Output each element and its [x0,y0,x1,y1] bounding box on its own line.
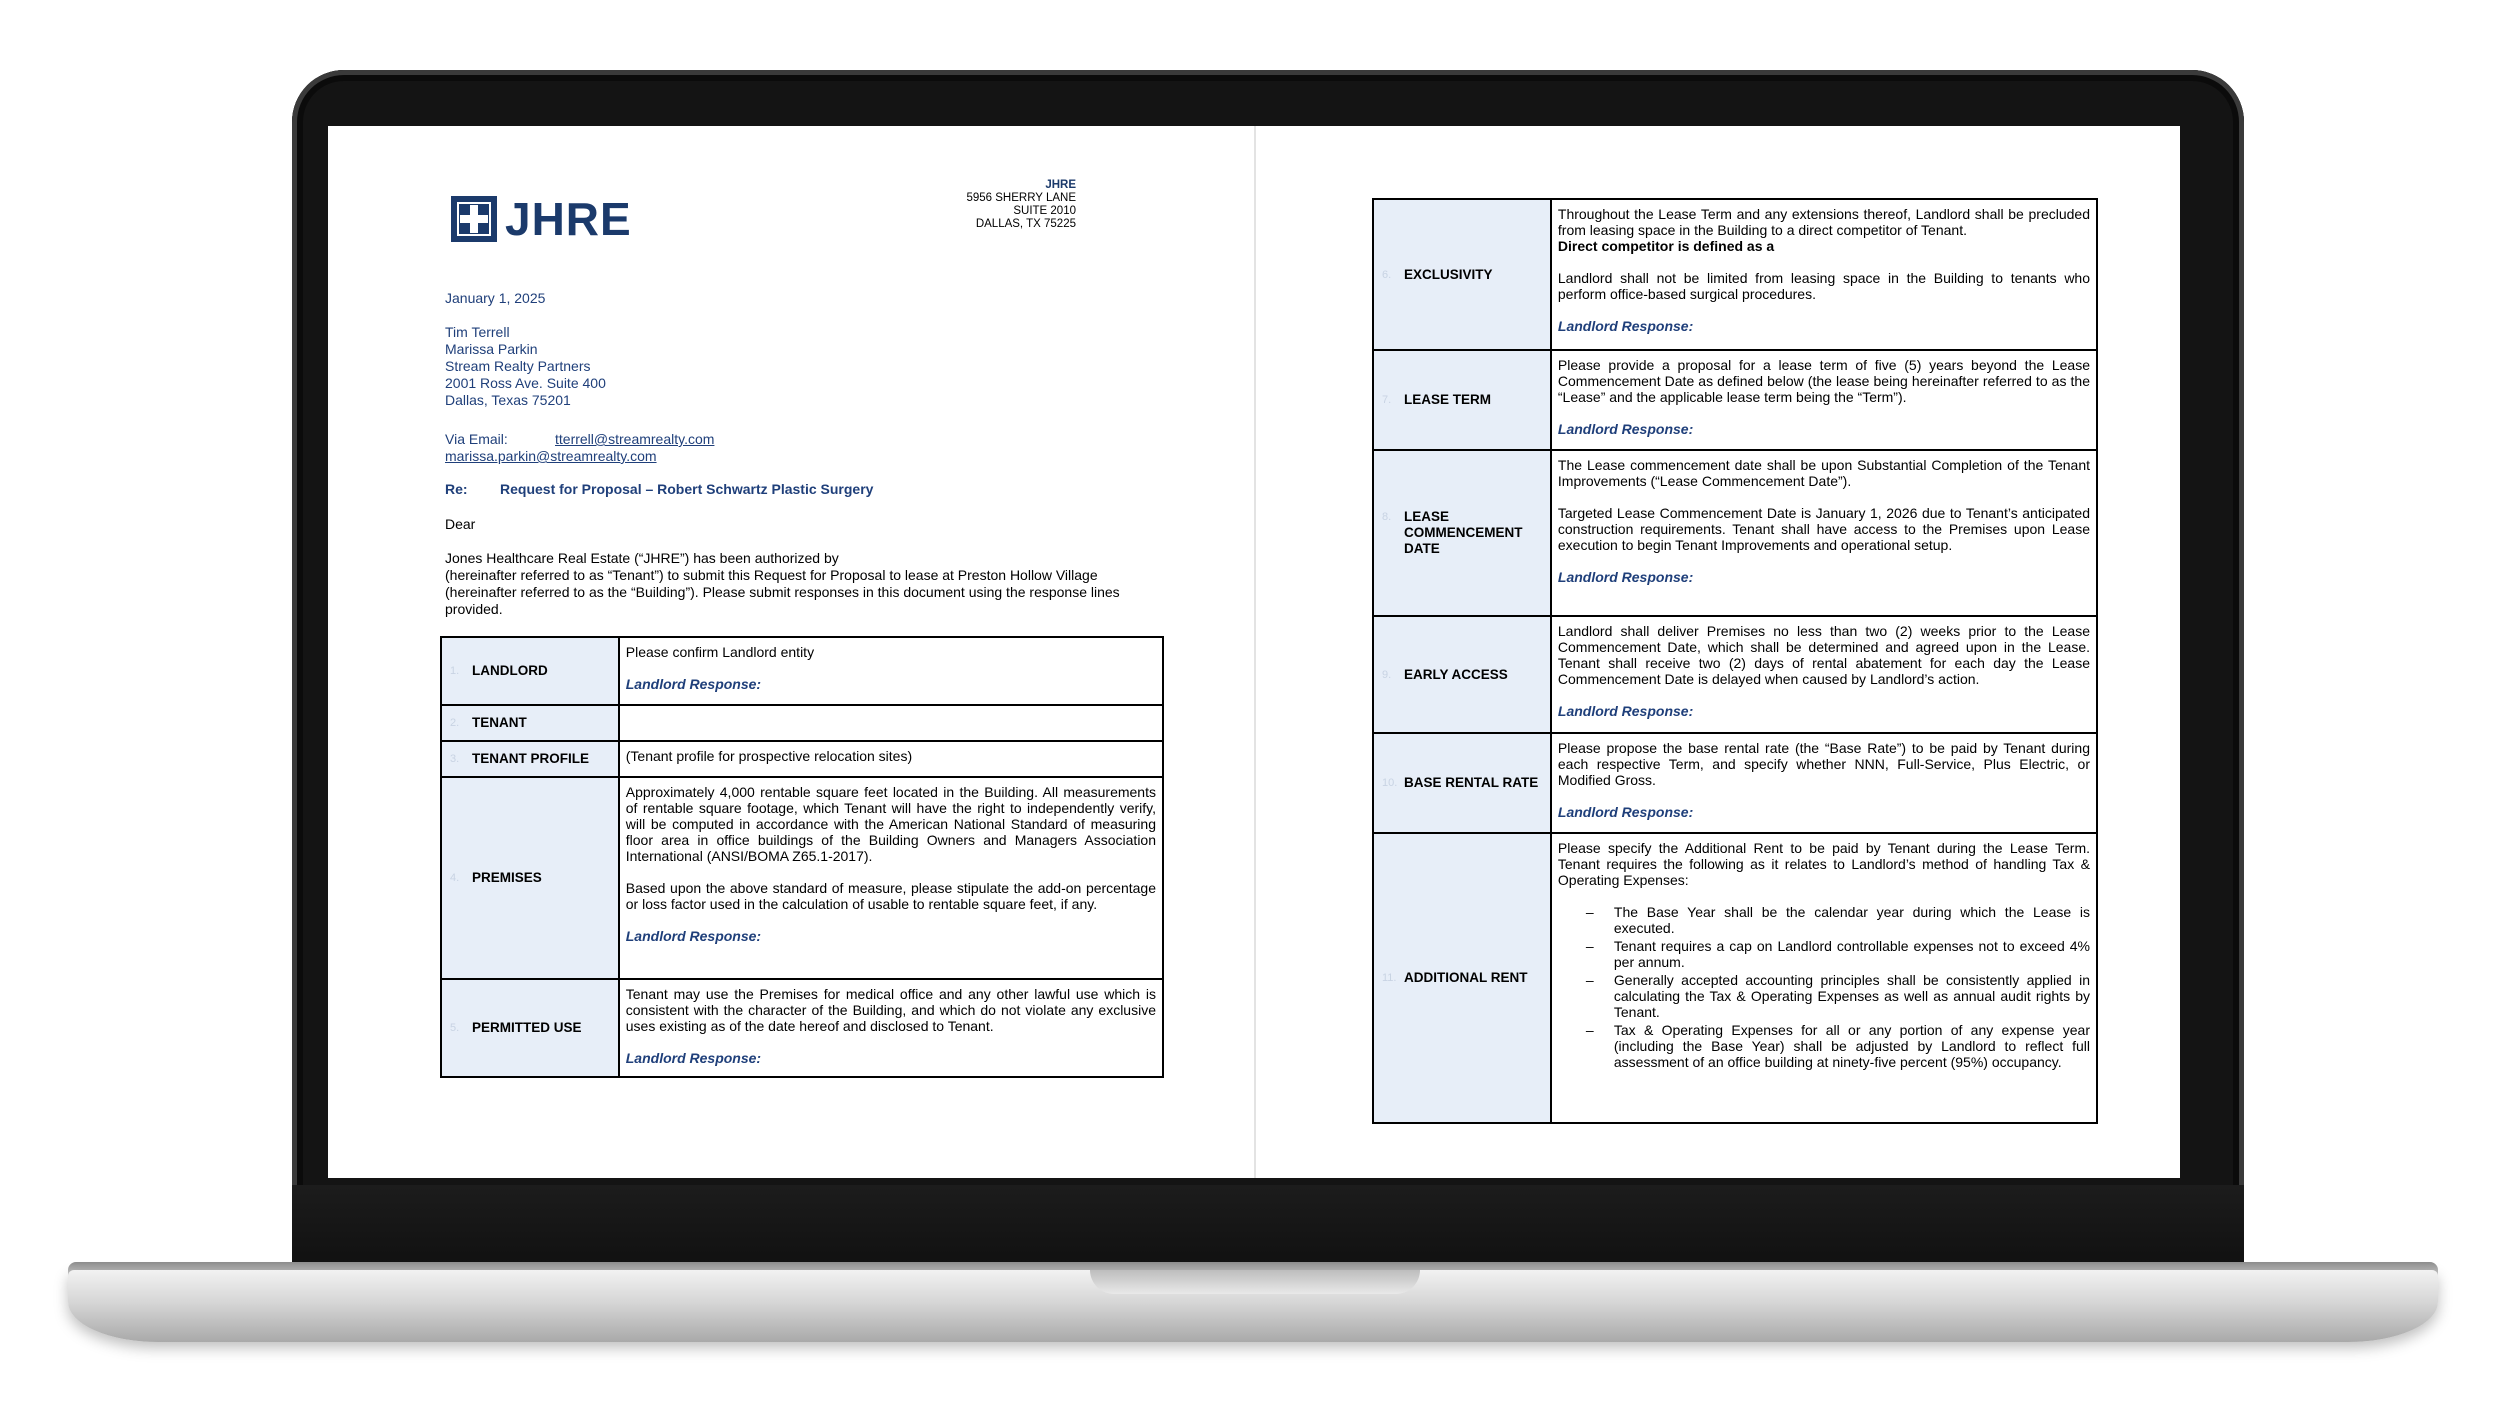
row-bold-text: Direct competitor is defined as a [1557,238,1775,254]
expense-requirements-list [1558,904,2090,1070]
landlord-response-label: Landlord Response: [1557,804,1694,820]
row-label: TENANT [472,715,527,730]
landlord-response-label: Landlord Response: [625,928,762,944]
list-item: – Tax & Operating Expenses for all or any portion of any expense year (including the Base Year) shall be adjusted by Landlord to reflect full assessment of an office building at ninety-five percent (95%) occupancy. [1586,1022,2090,1070]
landlord-response-label: Landlord Response: [1557,703,1694,719]
row-number: 7. [1382,394,1392,406]
landlord-response-label: Landlord Response: [1557,569,1694,585]
row-label-cell [1373,616,1551,733]
row-label-cell [1373,350,1551,450]
row-content-cell[interactable] [619,741,1163,777]
row-label-cell [1373,450,1551,616]
row-label: TENANT PROFILE [472,751,589,766]
row-text: Throughout the Lease Term and any extensions thereof, Landlord shall be precluded from leasing space in the Building to a direct competitor of Tenant. [1557,206,2090,238]
table-row [1373,616,2097,733]
row-text: Please propose the base rental rate (the “Base Rate”) to be paid by Tenant during each respective Term, and specify whether NNN, Full-Service, Plus Electric, or Modified Gross. [1557,740,2090,788]
landlord-response-label: Landlord Response: [625,1050,762,1066]
re-label: Re: [445,481,468,497]
via-email-label: Via Email: [445,431,508,447]
intro-line: (hereinafter referred to as “Tenant”) to submit this Request for Proposal to lease at Preston Hollow Village (hereinafter referred to as the “Building”). Please submit responses in this document using the response lines provided. [445,567,1120,617]
letter-date: January 1, 2025 [445,290,546,306]
row-content-cell[interactable] [1551,199,2097,350]
row-text: Tenant may use the Premises for medical office and any other lawful use which is consistent with the character of the Building, and which do not violate any exclusive uses existing as of the date hereof and disclosed to Tenant. [625,986,1156,1034]
row-label-cell [441,979,619,1077]
table-row [441,979,1163,1077]
row-label: LEASE TERM [1404,392,1492,407]
landlord-response-label: Landlord Response: [1557,421,1694,437]
row-text: The Lease commencement date shall be upon Substantial Completion of the Tenant Improvements (“Lease Commencement Date”). [1557,457,2090,489]
rfp-table-right [1372,198,2098,1124]
row-label-cell [441,637,619,705]
table-row [441,777,1163,979]
row-text: Targeted Lease Commencement Date is January 1, 2026 due to Tenant’s anticipated construction requirements. Tenant shall have access to the Premises upon Lease execution to begin Tenant Improvements and operational setup. [1557,505,2090,553]
row-number: 2. [450,717,460,729]
laptop-screen [328,126,2180,1178]
table-row [441,741,1163,777]
logo-text: JHRE [505,193,632,245]
row-text: (Tenant profile for prospective relocation sites) [625,748,913,764]
row-label: BASE RENTAL RATE [1404,775,1539,790]
row-label: PERMITTED USE [472,1020,582,1035]
table-row [441,705,1163,741]
list-item: – Tenant requires a cap on Landlord controllable expenses not to exceed 4% per annum. [1586,938,2090,970]
table-row [1373,833,2097,1123]
row-label-cell [1373,733,1551,833]
recipient-line: Tim Terrell [445,324,510,340]
row-text: Please confirm Landlord entity [625,644,815,660]
row-content-cell[interactable] [619,979,1163,1077]
address-line: DALLAS, TX 75225 [975,218,1076,230]
address-org: JHRE [1045,179,1076,191]
row-label: LANDLORD [472,663,548,678]
row-label: LEASE COMMENCEMENT DATE [1404,509,1523,556]
logo-cross-icon [451,196,497,242]
row-content-cell[interactable] [1551,616,2097,733]
row-label: PREMISES [472,870,542,885]
recipient-line: Stream Realty Partners [445,358,591,374]
row-text: Landlord shall not be limited from leasing space in the Building to tenants who perform office-based surgical procedures. [1557,270,2090,302]
row-label-cell [1373,833,1551,1123]
table-row [1373,450,2097,616]
row-number: 6. [1382,268,1392,281]
row-number: 8. [1382,511,1392,523]
row-content-cell[interactable] [1551,733,2097,833]
laptop-notch [1090,1270,1420,1294]
recipient-line: 2001 Ross Ave. Suite 400 [445,375,606,391]
address-line: 5956 SHERRY LANE [966,192,1076,204]
re-subject: Request for Proposal – Robert Schwartz Plastic Surgery [500,481,874,497]
table-row [1373,350,2097,450]
row-number: 1. [450,665,460,677]
recipient-line: Marissa Parkin [445,341,538,357]
row-label: EARLY ACCESS [1404,666,1508,682]
document-page-left [328,126,1252,1178]
row-content-cell[interactable] [619,705,1163,741]
row-number: 10. [1382,777,1398,789]
jhre-logo [451,193,632,245]
row-label-cell [1373,199,1551,350]
row-label-cell [441,741,619,777]
row-label-cell [441,705,619,741]
row-content-cell[interactable] [1551,350,2097,450]
row-number: 4. [450,872,460,884]
subject-line [445,481,873,498]
row-label: ADDITIONAL RENT [1404,970,1528,985]
intro-paragraph [445,550,1150,618]
row-text: Approximately 4,000 rentable square feet located in the Building. All measurements of rentable square footage, which Tenant will have the right to independently verify, will be computed in accordance with the American National Standard of measuring floor area in office buildings of the Building Owners and Managers Association International (ANSI/BOMA Z65.1-2017). [625,784,1156,864]
letterhead-address [966,179,1076,231]
via-email-block [445,431,714,465]
table-row [441,637,1163,705]
table-row [1373,199,2097,350]
row-number: 9. [1382,668,1392,681]
row-number: 5. [450,1022,460,1034]
row-text: Please provide a proposal for a lease term of five (5) years beyond the Lease Commencement Date as defined below (the lease being hereinafter referred to as the “Lease” and the applicable lease term being the “Term”). [1557,357,2090,405]
rfp-table-left [440,636,1164,1078]
row-number: 11. [1382,972,1397,984]
table-row [1373,733,2097,833]
row-content-cell[interactable] [619,637,1163,705]
landlord-response-label: Landlord Response: [1557,318,1694,334]
recipient-line: Dallas, Texas 75201 [445,392,571,408]
row-content-cell[interactable] [1551,450,2097,616]
row-content-cell[interactable] [619,777,1163,979]
intro-line: Jones Healthcare Real Estate (“JHRE”) has been authorized by [445,550,839,566]
email-link-parkin[interactable]: marissa.parkin@streamrealty.com [445,448,657,464]
row-text: Please specify the Additional Rent to be paid by Tenant during the Lease Term. Tenant requires the following as it relates to Landlord’s method of handling Tax & Operating Expenses: [1557,840,2090,888]
row-text: Landlord shall deliver Premises no less than two (2) weeks prior to the Lease Commencement Date, which shall be determined and agreed upon in the Lease. Tenant shall receive two (2) days of rental abatement for each day the Lease Commencement Date is delayed when caused by Landlord’s action. [1557,623,2090,687]
salutation: Dear [445,516,476,532]
row-content-cell[interactable] [1551,833,2097,1123]
email-link-terrell[interactable]: tterrell@streamrealty.com [555,431,715,447]
list-item: – Generally accepted accounting principles shall be consistently applied in calculating the Tax & Operating Expenses as well as annual audit rights by Tenant. [1586,972,2090,1020]
row-label-cell [441,777,619,979]
document-page-right [1256,126,2180,1178]
landlord-response-label: Landlord Response: [625,676,762,692]
recipient-block [445,324,606,409]
row-number: 3. [450,753,460,765]
row-text: Based upon the above standard of measure, please stipulate the add-on percentage or loss factor used in the calculation of usable to rentable square feet, if any. [625,880,1156,912]
address-line: SUITE 2010 [1013,205,1076,217]
list-item: – The Base Year shall be the calendar year during which the Lease is executed. [1586,904,2090,936]
row-label: EXCLUSIVITY [1404,266,1493,282]
